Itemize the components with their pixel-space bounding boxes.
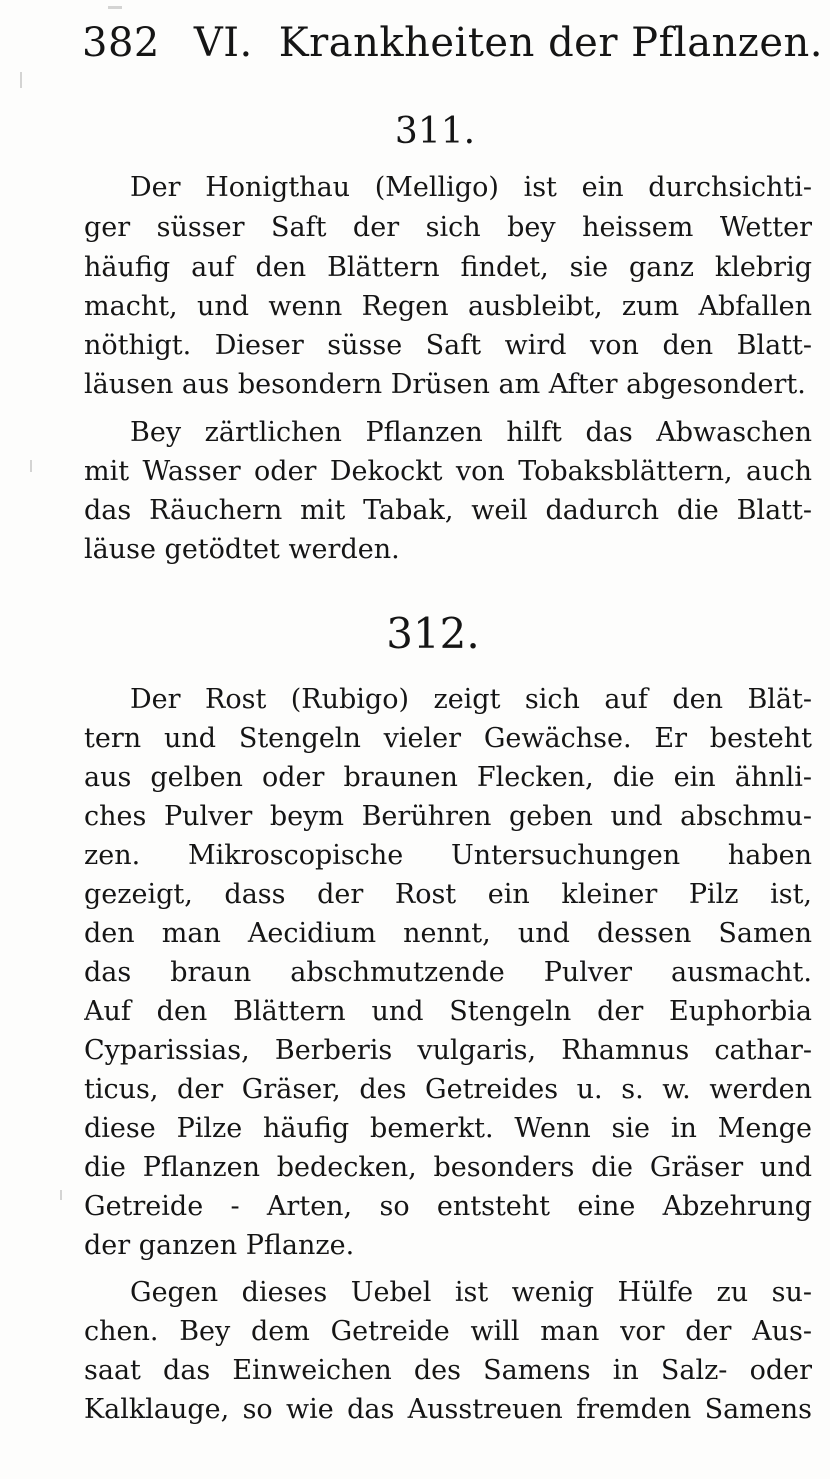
- chapter-number: VI.: [193, 20, 253, 66]
- text-line: nöthigt. Dieser süsse Saft wird von den Blatt-: [84, 330, 812, 361]
- scan-speck: [60, 1190, 62, 1200]
- text-line: das braun abschmutzende Pulver ausmacht.: [84, 957, 812, 988]
- text-line: mit Wasser oder Dekockt von Tobaksblättern, auch: [84, 456, 812, 487]
- text-line: Kalklauge, so wie das Ausstreuen fremden Samens: [84, 1394, 812, 1425]
- page-number: 382: [82, 20, 160, 66]
- text-line: Bey zärtlichen Pflanzen hilft das Abwaschen: [130, 417, 812, 448]
- running-head: [82, 18, 823, 68]
- running-title: Krankheiten der Pflanzen.: [278, 20, 824, 66]
- text-line: ticus, der Gräser, des Getreides u. s. w. werden: [84, 1074, 812, 1105]
- text-line: diese Pilze häufig bemerkt. Wenn sie in Menge: [84, 1113, 812, 1144]
- text-line: die Pflanzen bedecken, besonders die Gräser und: [84, 1152, 812, 1183]
- text-line: ger süsser Saft der sich bey heissem Wetter: [84, 212, 812, 243]
- section-number: 312.: [386, 609, 480, 658]
- text-line: Der Rost (Rubigo) zeigt sich auf den Blät-: [130, 684, 812, 715]
- text-line: gezeigt, dass der Rost ein kleiner Pilz ist,: [84, 879, 812, 910]
- scan-speck: [30, 460, 32, 472]
- text-line: der ganzen Pflanze.: [84, 1230, 355, 1261]
- text-line: Auf den Blättern und Stengeln der Euphorbia: [84, 996, 812, 1027]
- text-line: Cyparissias, Berberis vulgaris, Rhamnus cathar-: [84, 1035, 812, 1066]
- text-line: ches Pulver beym Berühren geben und abschmu-: [84, 801, 812, 832]
- scan-speck: [20, 72, 22, 88]
- section-number: 311.: [394, 111, 476, 152]
- text-line: aus gelben oder braunen Flecken, die ein ähnli-: [84, 762, 812, 793]
- text-line: macht, und wenn Regen ausbleibt, zum Abfallen: [84, 291, 812, 322]
- text-line: Getreide - Arten, so entsteht eine Abzehrung: [84, 1191, 812, 1222]
- text-line: tern und Stengeln vieler Gewächse. Er besteht: [84, 723, 812, 754]
- text-line: Der Honigthau (Melligo) ist ein durchsichti-: [130, 172, 812, 203]
- text-line: das Räuchern mit Tabak, weil dadurch die Blatt-: [84, 495, 812, 526]
- text-line: läuse getödtet werden.: [84, 534, 400, 565]
- scan-speck: [108, 6, 122, 9]
- text-line: saat das Einweichen des Samens in Salz- oder: [84, 1355, 812, 1386]
- text-line: den man Aecidium nennt, und dessen Samen: [84, 918, 812, 949]
- text-line: Gegen dieses Uebel ist wenig Hülfe zu su-: [130, 1277, 812, 1308]
- text-line: zen. Mikroscopische Untersuchungen haben: [84, 840, 812, 871]
- text-line: häufig auf den Blättern findet, sie ganz klebrig: [84, 252, 812, 283]
- text-line: chen. Bey dem Getreide will man vor der Aus-: [84, 1316, 812, 1347]
- text-line: läusen aus besondern Drüsen am After abgesondert.: [84, 369, 806, 400]
